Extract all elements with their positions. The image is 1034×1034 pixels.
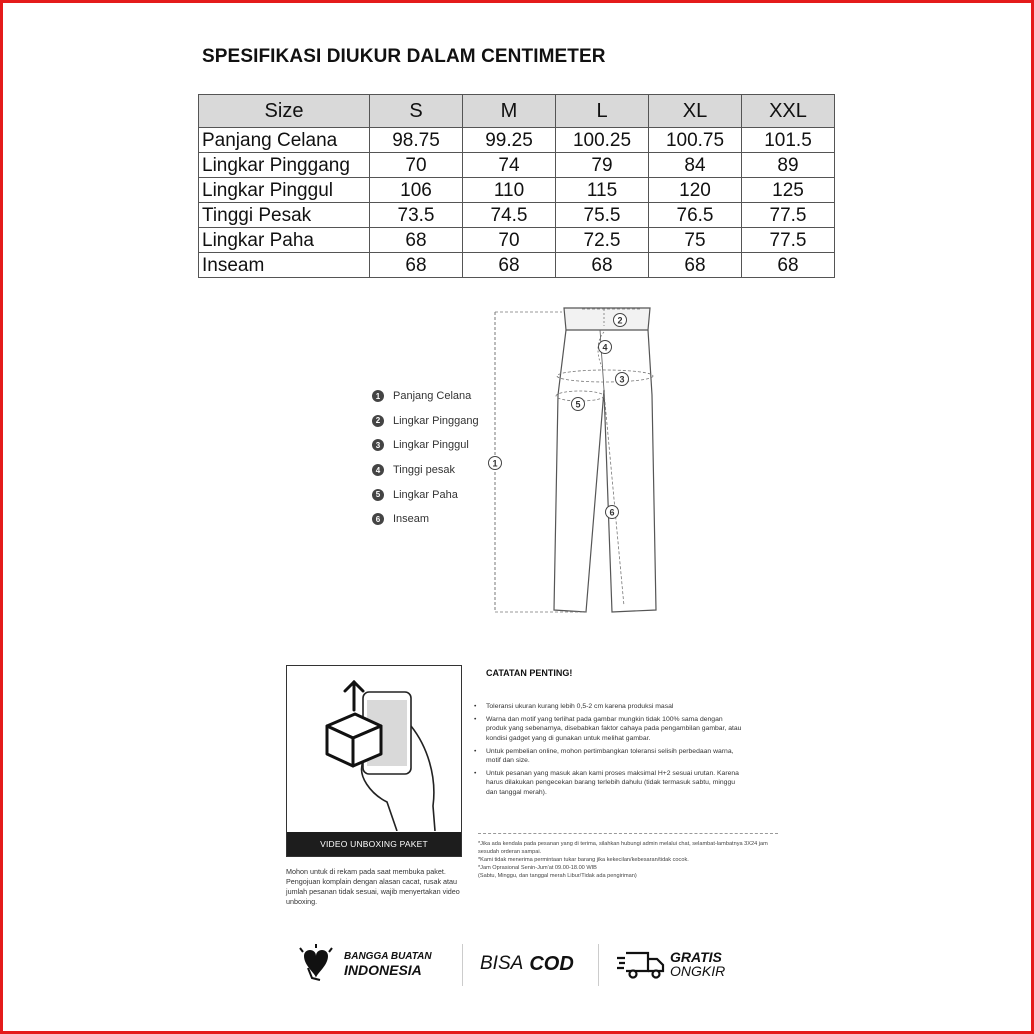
size-table: [198, 94, 835, 278]
row-label: Lingkar Paha: [199, 228, 370, 253]
badge3-line2: ONGKIR: [670, 962, 726, 979]
marker-1: 1: [492, 458, 498, 469]
table-row: [199, 228, 835, 253]
legend-number: 1: [372, 390, 384, 402]
table-row: [199, 253, 835, 278]
footnote: *Kami tidak menerima permintaan tukar barang jika kekecilan/kebesaran/tidak cocok.: [478, 857, 689, 863]
notice-panel: [274, 648, 788, 920]
notice-footnotes: [478, 840, 778, 880]
legend-number: 6: [372, 513, 384, 525]
pants-diagram: [480, 300, 690, 620]
table-cell: 76.5: [649, 203, 742, 228]
table-cell: 68: [370, 253, 463, 278]
notice-bullet: • Untuk pesanan yang masuk akan kami proses maksimal H+2 sesuai urutan. Karena harus dilakukan pengecekan barang terlebih dahulu (tidak termasuk sabtu, minggu dan tanggal merah).: [474, 769, 744, 797]
legend-item: [372, 507, 479, 532]
legend-label: Tinggi pesak: [393, 464, 455, 477]
legend-label: Inseam: [393, 513, 430, 526]
marker-6: 6: [609, 507, 615, 518]
table-cell: 100.25: [556, 128, 649, 153]
table-header-cell: S: [370, 95, 463, 128]
heart-hand-icon: [294, 944, 338, 984]
table-cell: 75: [649, 228, 742, 253]
table-cell: 110: [463, 178, 556, 203]
table-cell: 100.75: [649, 128, 742, 153]
badge3-line1: GRATIS: [670, 948, 722, 965]
badge-separator: [598, 944, 599, 986]
table-cell: 106: [370, 178, 463, 203]
table-cell: 77.5: [742, 228, 835, 253]
table-row: [199, 178, 835, 203]
table-cell: 73.5: [370, 203, 463, 228]
table-row: [199, 153, 835, 178]
legend-item: [372, 384, 479, 409]
table-header-cell: L: [556, 95, 649, 128]
marker-4: 4: [602, 342, 608, 353]
legend-number: 5: [372, 489, 384, 501]
legend-label: Panjang Celana: [393, 390, 472, 403]
table-cell: 101.5: [742, 128, 835, 153]
legend-item: [372, 409, 479, 434]
table-cell: 79: [556, 153, 649, 178]
badge1-line2: INDONESIA: [344, 961, 422, 978]
table-cell: 68: [556, 253, 649, 278]
notice-bullet-text: Untuk pesanan yang masuk akan kami proses maksimal H+2 sesuai urutan. Karena harus dilakukan pengecekan barang terlebih dahulu (tidak termasuk sabtu, minggu dan tanggal merah).: [486, 770, 739, 796]
row-label: Lingkar Pinggang: [199, 153, 370, 178]
table-cell: 70: [370, 153, 463, 178]
marker-2: 2: [617, 315, 623, 326]
badge-indonesia: [294, 942, 432, 986]
legend-item: [372, 458, 479, 483]
legend-item: [372, 482, 479, 507]
marker-3: 3: [619, 374, 625, 385]
notice-bullet: • Warna dan motif yang terlihat pada gambar mungkin tidak 100% sama dengan produk yang sebenarnya, disebabkan faktor cahaya pada pengambilan gambar, atau kondisi gadget yang di gunakan untuk melihat gambar.: [474, 715, 744, 743]
table-header-cell: XL: [649, 95, 742, 128]
badge-ongkir: [616, 942, 725, 986]
notice-bullet: • Untuk pembelian online, mohon pertimbangkan toleransi selisih perbedaan warna, motif dan size.: [474, 747, 744, 765]
badge2-bisa: BISA: [480, 953, 524, 974]
footnote: *Jam Oprasional Senin-Jum'at 09.00-18.00 WIB: [478, 865, 597, 871]
video-unboxing-label: VIDEO UNBOXING PAKET: [287, 832, 461, 856]
notice-bullet-text: Toleransi ukuran kurang lebih 0,5-2 cm karena produksi masal: [486, 703, 674, 710]
table-cell: 77.5: [742, 203, 835, 228]
table-header-cell: XXL: [742, 95, 835, 128]
badge2-cod: COD: [529, 952, 574, 975]
table-row: [199, 203, 835, 228]
badge1-line1: BANGGA BUATAN: [344, 950, 432, 962]
badges-row: [274, 938, 754, 990]
truck-icon: [616, 947, 666, 981]
marker-5: 5: [575, 399, 581, 410]
table-cell: 120: [649, 178, 742, 203]
legend-number: 2: [372, 415, 384, 427]
table-cell: 74: [463, 153, 556, 178]
notice-bullets: [474, 702, 744, 801]
unboxing-note: Mohon untuk di rekam pada saat membuka paket. Pengojuan komplain dengan alasan cacat, rusak atau jumlah pesanan tidak sesuai, wajib menyertakan video unboxing.: [286, 867, 460, 906]
table-cell: 125: [742, 178, 835, 203]
notice-bullet: • Toleransi ukuran kurang lebih 0,5-2 cm karena produksi masal: [474, 703, 674, 710]
table-cell: 99.25: [463, 128, 556, 153]
legend-item: [372, 433, 479, 458]
table-cell: 74.5: [463, 203, 556, 228]
notice-bullet-text: Untuk pembelian online, mohon pertimbangkan toleransi selisih perbedaan warna, motif dan size.: [486, 747, 734, 765]
table-cell: 68: [649, 253, 742, 278]
footnote: (Sabtu, Minggu, dan tanggal merah Libur/Tidak ada pengiriman): [478, 873, 637, 879]
legend: [372, 384, 479, 532]
notice-heading: CATATAN PENTING!: [486, 668, 573, 678]
row-label: Inseam: [199, 253, 370, 278]
table-cell: 68: [742, 253, 835, 278]
badge-cod: [480, 942, 574, 986]
notice-bullet-text: Warna dan motif yang terlihat pada gambar mungkin tidak 100% sama dengan produk yang sebenarnya, disebabkan faktor cahaya pada pengambilan gambar, atau kondisi gadget yang di gunakan untuk melihat gambar.: [486, 716, 742, 742]
phone-box-icon: [287, 666, 461, 831]
table-cell: 89: [742, 153, 835, 178]
table-header-cell: M: [463, 95, 556, 128]
legend-number: 3: [372, 439, 384, 451]
table-cell: 72.5: [556, 228, 649, 253]
divider: [478, 833, 778, 834]
legend-label: Lingkar Pinggul: [393, 439, 469, 452]
table-cell: 98.75: [370, 128, 463, 153]
row-label: Lingkar Pinggul: [199, 178, 370, 203]
table-cell: 115: [556, 178, 649, 203]
table-row: [199, 128, 835, 153]
table-cell: 70: [463, 228, 556, 253]
badge-separator: [462, 944, 463, 986]
table-cell: 68: [463, 253, 556, 278]
legend-number: 4: [372, 464, 384, 476]
footnote: *Jika ada kendala pada pesanan yang di terima, silahkan hubungi admin melalui chat, selambat-lambatnya 3X24 jam sesudah orderan sampai.: [478, 841, 768, 855]
unboxing-box: [286, 665, 462, 857]
page-title: SPESIFIKASI DIUKUR DALAM CENTIMETER: [202, 46, 606, 67]
table-cell: 75.5: [556, 203, 649, 228]
row-label: Tinggi Pesak: [199, 203, 370, 228]
row-label: Panjang Celana: [199, 128, 370, 153]
table-cell: 68: [370, 228, 463, 253]
table-cell: 84: [649, 153, 742, 178]
legend-label: Lingkar Pinggang: [393, 414, 479, 427]
table-header-size: Size: [199, 95, 370, 128]
legend-label: Lingkar Paha: [393, 488, 458, 501]
